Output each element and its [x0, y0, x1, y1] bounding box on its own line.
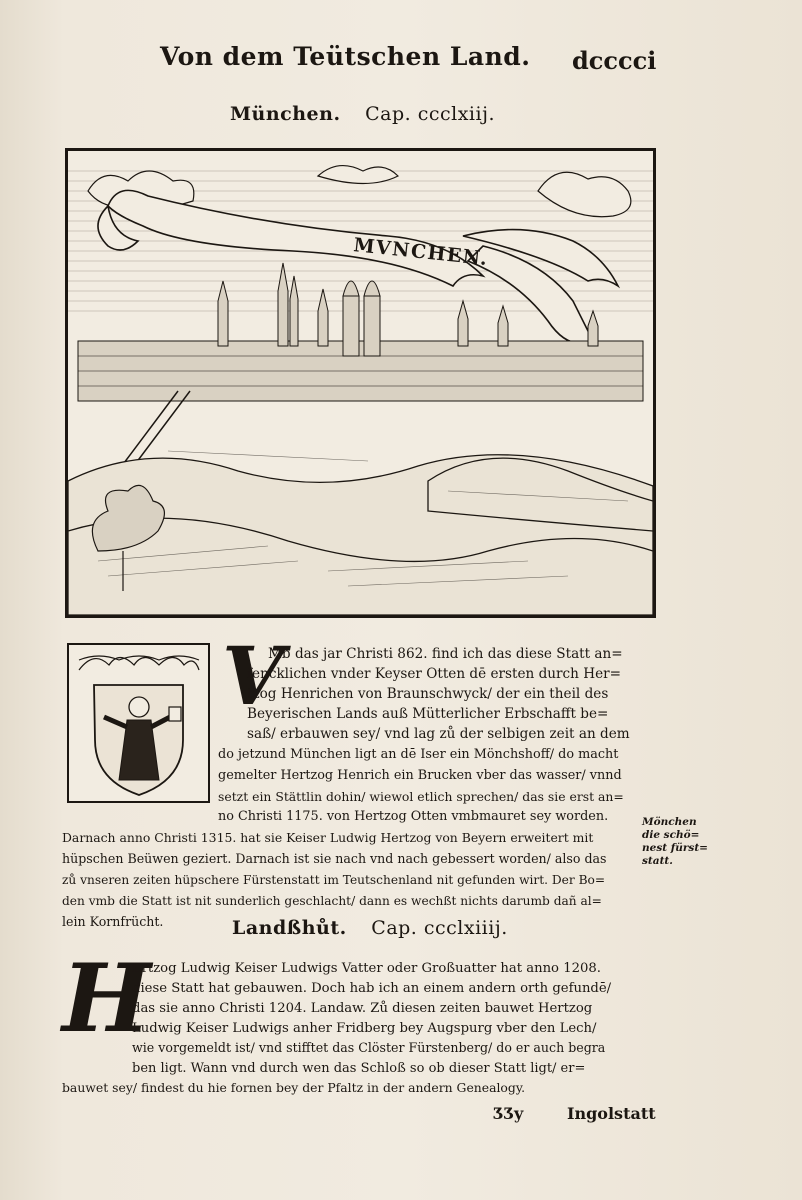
chapter-heading-landshut — [232, 917, 508, 939]
text-line: saß/ erbauwen sey/ vnd lag zů der selbigen zeit an dem — [247, 726, 630, 742]
signature-mark: ƷƷy — [493, 1104, 524, 1123]
munich-coat-of-arms — [67, 643, 210, 803]
text-line: Darnach anno Christi 1315. hat sie Keiser Ludwig Hertzog von Beyern erweitert mit — [62, 830, 594, 845]
text-line: gemelter Hertzog Henrich ein Brucken vber das wasser/ vnnd — [218, 768, 622, 783]
banner-title: MVNCHEN. — [352, 234, 490, 271]
text-line: den vmb die Statt ist nit sunderlich geschlacht/ dann es wechßt nichts darumb dañ al= — [62, 894, 602, 908]
margin-note: statt. — [642, 855, 673, 867]
text-line: Ludwig Keiser Ludwigs anher Fridberg bey Augspurg vber den Lech/ — [132, 1021, 597, 1036]
catchword: Ingolstatt — [567, 1104, 656, 1123]
margin-note: die schö= — [642, 829, 700, 841]
text-line: zů vnseren zeiten hüpschere Fürstenstatt im Teutschenland nit gefunden wirt. Der Bo= — [62, 873, 606, 887]
text-line: ben ligt. Wann vnd durch wen das Schloß so ob dieser Statt ligt/ er= — [132, 1061, 586, 1076]
text-line: Beyerischen Lands auß Mütterlicher Erbschafft be= — [247, 706, 609, 722]
city-view-woodcut — [68, 151, 653, 615]
text-line: fencklichen vnder Keyser Otten dē ersten durch Her= — [247, 666, 622, 682]
decorated-initial: V — [222, 629, 285, 723]
chapter-title: München. — [230, 103, 341, 125]
text-line: setzt ein Stättlin dohin/ wiewol etlich sprechen/ das sie erst an= — [218, 789, 624, 804]
text-line: diese Statt hat gebauwen. Doch hab ich an einem andern orth gefundē/ — [132, 981, 612, 996]
chapter-number: Cap. ccclxiij. — [365, 103, 496, 125]
munich-woodcut-illustration — [65, 148, 656, 618]
folio-number: dcccci — [572, 46, 657, 75]
margin-note: Mönchen — [642, 816, 697, 828]
decorated-initial: H — [62, 944, 151, 1054]
text-line: bauwet sey/ findest du hie fornen bey der Pfaltz in der andern Genealogy. — [62, 1080, 526, 1095]
text-line: das sie anno Christi 1204. Landaw. Zů diesen zeiten bauwet Hertzog — [132, 1001, 593, 1016]
text-line: wie vorgemeldt ist/ vnd stifftet das Clöster Fürstenberg/ do er auch begra — [132, 1040, 606, 1055]
chapter-heading-munich — [230, 103, 495, 125]
text-line: Ertzog Ludwig Keiser Ludwigs Vatter oder Großuatter hat anno 1208. — [132, 961, 601, 976]
text-line: Mb das jar Christi 862. find ich das diese Statt an= — [268, 646, 623, 662]
text-line: lein Kornfrücht. — [62, 914, 164, 929]
monk-shield-icon — [69, 645, 208, 801]
text-line: no Christi 1175. von Hertzog Otten vmbmauret sey worden. — [218, 809, 609, 824]
text-line: hüpschen Beüwen geziert. Darnach ist sie nach vnd nach gebessert worden/ also das — [62, 851, 607, 866]
running-head: Von dem Teütschen Land. — [160, 42, 531, 71]
text-line: tzog Henrichen von Braunschwyck/ der ein theil des — [247, 686, 609, 702]
margin-note: nest fürst= — [642, 842, 708, 854]
chapter-number: Cap. ccclxiiij. — [371, 917, 508, 939]
chapter-title: Landßhůt. — [232, 917, 347, 939]
text-line: do jetzund München ligt an dē Iser ein Mönchshoff/ do macht — [218, 747, 619, 762]
